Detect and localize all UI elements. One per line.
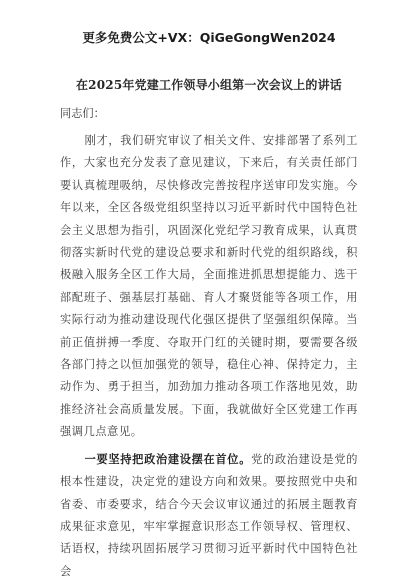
section-heading: 一要坚持把政治建设摆在首位。 — [84, 451, 252, 466]
body-paragraph: 刚才，我们研究审议了相关文件、安排部署了系列工作，大家也充分发表了意见建议，下来后，有关责任部门要认真梳理吸纳，尽快修改完善按程序送审印发实施。今年以来，全区各级党组织坚持以习近平新时代中国特色社会主义思想为指引，巩固深化党纪学习教育成果，认真贯彻落实新时代党的建设总要求和新时代党的组织路线，积极融入服务全区工作大局，全面推进抓思想提能力、选干部配班子、强基层打基础、育人才聚贤能等各项工作，用实际行动为推动建设现代化强区提供了坚强组织保障。当前正值拼搏一季度、夺取开门红的关键时期，要需要各级各部门持之以恒加强党的领导，稳住心神、保持定力，主动作为、勇于担当，加劲加力推动各项工作落地见效，助推经济社会高质量发展。下面，我就做好全区党建工作再强调几点意见。 — [60, 134, 358, 439]
promo-header: 更多免费公文+VX：QiGeGongWen2024 — [82, 30, 336, 45]
body-paragraph-2 — [60, 448, 358, 583]
document-title: 在2025年党建工作领导小组第一次会议上的讲话 — [75, 78, 342, 92]
section-body: 党的政治建设是党的根本性建设，决定党的建设方向和效果。要按照党中央和省委、市委要求，结合今天会议审议通过的拓展主题教育成果征求意见，牢牢掌握意识形态工作领导权、管理权、话语权，持续巩固拓展学习贯彻习近平新时代中国特色社会 — [60, 452, 359, 578]
salutation: 同志们： — [60, 107, 105, 120]
